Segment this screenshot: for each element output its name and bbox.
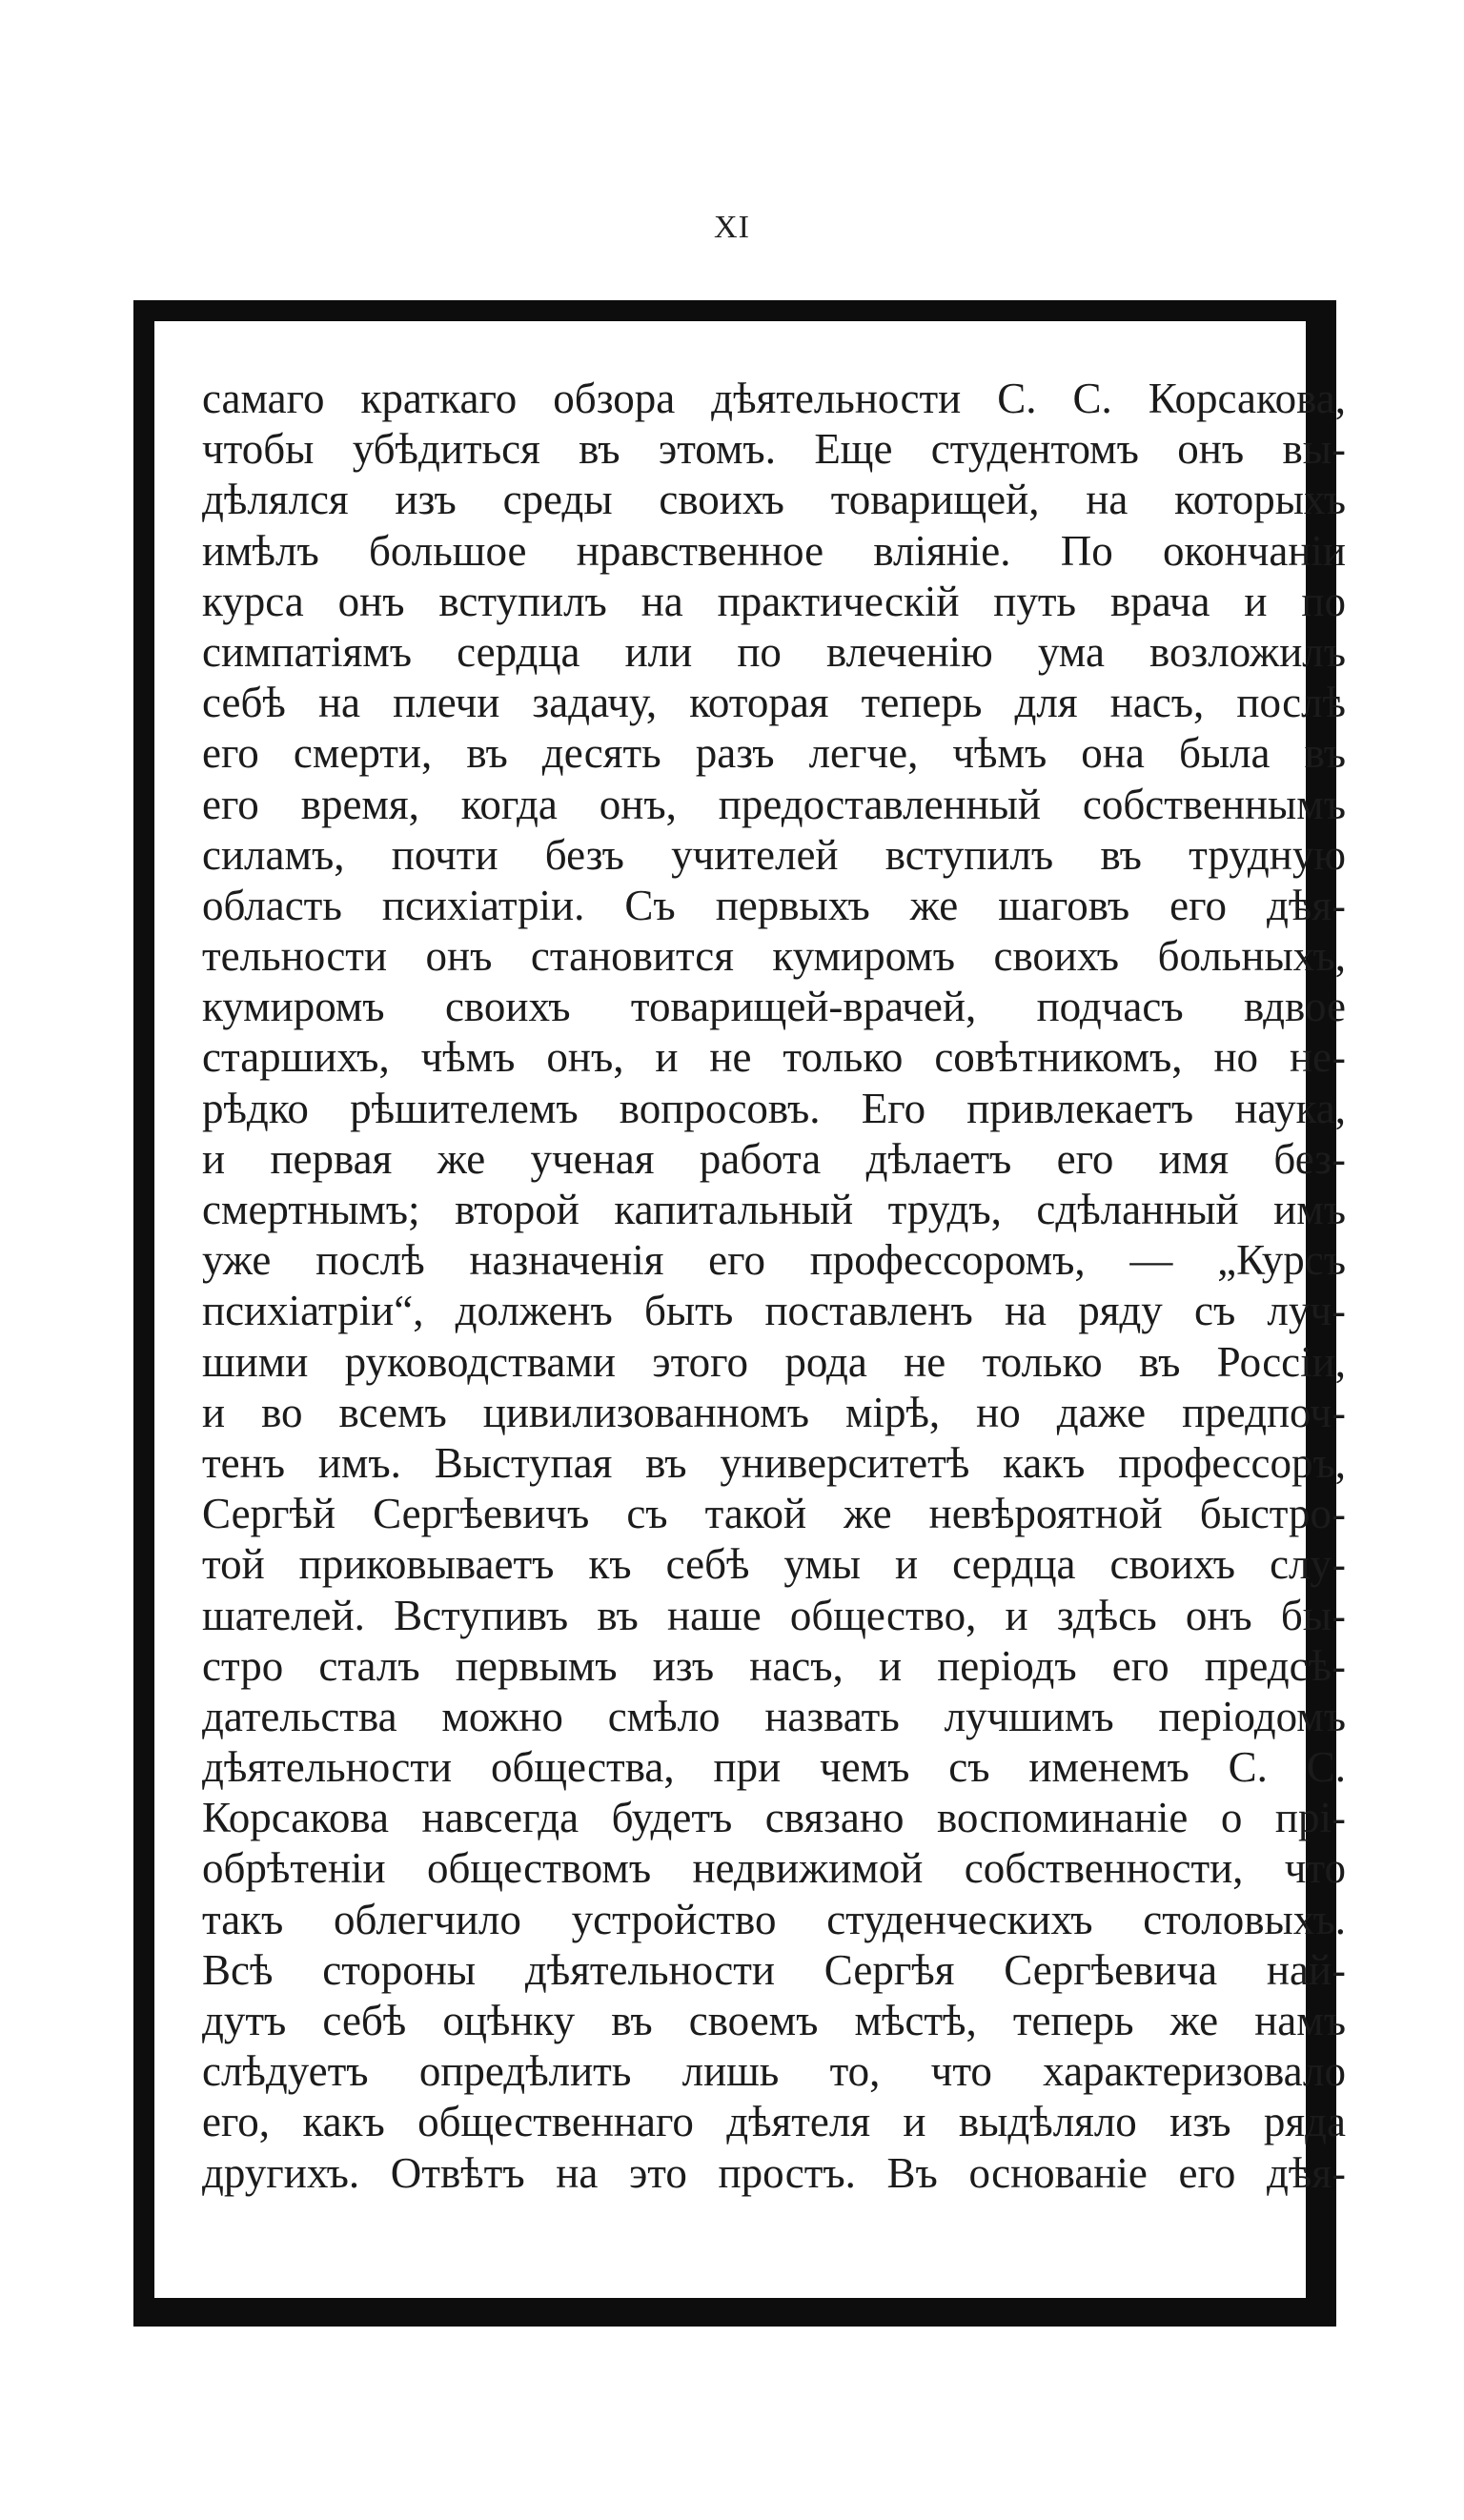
- text-line: слѣдуетъ опредѣлить лишь то, что характеризовало: [202, 2047, 1346, 2096]
- text-line: уже послѣ назначенія его профессоромъ, — „Курсъ: [202, 1236, 1346, 1285]
- body-text: [202, 374, 1346, 2289]
- text-line: и во всемъ цивилизованномъ мірѣ, но даже предпоч-: [202, 1388, 1346, 1436]
- text-line: смертнымъ; второй капитальный трудъ, сдѣланный имъ: [202, 1186, 1346, 1233]
- text-line: его, какъ общественнаго дѣятеля и выдѣляло изъ ряда: [202, 2098, 1346, 2146]
- text-line: Сергѣй Сергѣевичъ съ такой же невѣроятной быстро-: [202, 1490, 1346, 1538]
- text-line: самаго краткаго обзора дѣятельности С. С. Корсакова,: [202, 375, 1346, 422]
- text-line: и первая же ученая работа дѣлаетъ его имя без-: [202, 1134, 1346, 1183]
- text-line: имѣлъ большое нравственное вліяніе. По окончаніи: [202, 526, 1346, 575]
- page-number: XI: [714, 210, 750, 245]
- text-line: старшихъ, чѣмъ онъ, и не только совѣтникомъ, но не-: [202, 1033, 1346, 1082]
- text-line: психіатріи“, долженъ быть поставленъ на ряду съ луч-: [202, 1287, 1346, 1335]
- text-line: Корсакова навсегда будетъ связано воспоминаніе о прі-: [202, 1794, 1346, 1842]
- text-line: шими руководствами этого рода не только въ Россіи,: [202, 1337, 1346, 1386]
- text-line: область психіатріи. Съ первыхъ же шаговъ его дѣя-: [202, 881, 1346, 929]
- text-line: кумиромъ своихъ товарищей-врачей, подчасъ вдвое: [202, 983, 1346, 1031]
- text-line: дутъ себѣ оцѣнку въ своемъ мѣстѣ, теперь же намъ: [202, 1997, 1346, 2044]
- text-line: той приковываетъ къ себѣ умы и сердца своихъ слу-: [202, 1540, 1346, 1589]
- text-line: чтобы убѣдиться въ этомъ. Еще студентомъ онъ вы-: [202, 425, 1346, 474]
- text-line: шателей. Вступивъ въ наше общество, и здѣсь онъ бы-: [202, 1591, 1346, 1639]
- text-line: Всѣ стороны дѣятельности Сергѣя Сергѣевича най-: [202, 1945, 1346, 1994]
- text-line: дѣятельности общества, при чемъ съ именемъ С. С.: [202, 1743, 1346, 1792]
- black-mourning-border: [133, 300, 1346, 2327]
- text-line: силамъ, почти безъ учителей вступилъ въ трудную: [202, 830, 1346, 879]
- text-line: его смерти, въ десять разъ легче, чѣмъ она была въ: [202, 729, 1346, 778]
- text-line: тельности онъ становится кумиромъ своихъ больныхъ,: [202, 932, 1346, 981]
- text-line: себѣ на плечи задачу, которая теперь для насъ, послѣ: [202, 679, 1346, 727]
- text-line: его время, когда онъ, предоставленный собственнымъ: [202, 780, 1346, 828]
- text-line: рѣдко рѣшителемъ вопросовъ. Его привлекаетъ наука,: [202, 1084, 1346, 1132]
- text-line: курса онъ вступилъ на практическій путь врача и по: [202, 577, 1346, 625]
- text-line: тенъ имъ. Выступая въ университетѣ какъ профессоръ,: [202, 1438, 1346, 1487]
- text-line: дѣлялся изъ среды своихъ товарищей, на которыхъ: [202, 476, 1346, 524]
- text-line: симпатіямъ сердца или по влеченію ума возложилъ: [202, 627, 1346, 676]
- text-line: дательства можно смѣло назвать лучшимъ періодомъ: [202, 1692, 1346, 1740]
- text-line: обрѣтеніи обществомъ недвижимой собственности, что: [202, 1844, 1346, 1893]
- text-line: другихъ. Отвѣтъ на это простъ. Въ основаніе его дѣя-: [202, 2148, 1346, 2197]
- text-line: стро сталъ первымъ изъ насъ, и періодъ его предсѣ-: [202, 1641, 1346, 1690]
- text-line: такъ облегчило устройство студенческихъ столовыхъ.: [202, 1895, 1346, 1943]
